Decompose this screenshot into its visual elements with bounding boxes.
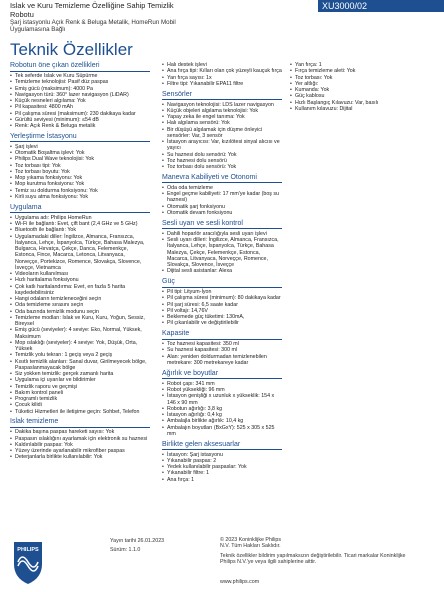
spec-item: • Filtre tipi: Yıkanabilir EPA11 filtre	[162, 81, 282, 87]
spec-item: • Deterjanlarla birlikte kullanılabilir: Yok	[10, 454, 150, 460]
spec-item: • Oda oda temizleme	[162, 185, 282, 191]
spec-item: • Toz torbası dolu sensörü: Yok	[162, 164, 282, 170]
spec-item: • Pil çalışma süresi (minimum): 80 dakikaya kadar	[162, 295, 282, 301]
spec-item: • Bakım kontrol paneli	[10, 390, 150, 396]
spec-item: • Kaldırılabilir paspas: Yok	[10, 442, 150, 448]
document-header	[10, 2, 310, 34]
section-agirlik-ve-boyutlar	[162, 370, 282, 437]
spec-item: • Robot çapı: 341 mm	[162, 381, 282, 387]
spec-item: • Philips Dual Wave teknolojisi: Yok	[10, 156, 150, 162]
spec-item: • Yıkanabilir paspas: 2	[162, 458, 282, 464]
spec-item: • Pil çalışma süresi (maksimum): 230 dakikaya kadar	[10, 111, 150, 117]
spec-item: • Ambalajın boyutları (BxGxY): 525 x 305 x 525 mm	[162, 425, 282, 438]
spec-item: • İstasyon: Şarj istasyonu	[162, 452, 282, 458]
spec-item: • Yıkanabilir filtre: 1	[162, 470, 282, 476]
spec-item: • Yedek kullanılabilir paspaslar: Yok	[162, 464, 282, 470]
spec-item: • Dijital sesli asistanlar: Alexa	[162, 268, 282, 274]
spec-item: • Hangi odaların temizleneceğini seçin	[10, 296, 150, 302]
spec-item: • Yan fırça: 1	[290, 62, 436, 68]
philips-logo	[10, 540, 46, 586]
spec-item: • Su haznesi dolu sensörü: Yok	[162, 152, 282, 158]
spec-item: • Pil çıkarılabilir ve değiştirilebilir	[162, 320, 282, 326]
spec-item: • Mop ıslaklığı (seviyeler): 4 seviye: Yok, Düşük, Orta, Yüksek	[10, 340, 150, 353]
spec-item: • Pil kapasitesi: 4800 mAh	[10, 104, 150, 110]
middle-column	[162, 62, 282, 486]
spec-item: • Ana fırça: 1	[162, 477, 282, 483]
spec-item: • Sesli uyarı dilleri: İngilizce, Almanca, Fransızca, İtalyanca, Lehçe, İspanyolca, Türkçe, Bahasa Malezya, Çekçe, Felemenkçe, Estonca, Macarca, Litvanyaca, Norveççe, Romence, Slovakça, Slovence, İsveççe	[162, 237, 282, 268]
spec-item: • Uygulama adı: Philips HomeRun	[10, 215, 150, 221]
section-birlikte-gelen-aksesuarlar	[162, 441, 282, 483]
header-title-line2: Robotu	[10, 9, 34, 19]
spec-list	[10, 144, 150, 200]
footer-dates	[110, 537, 164, 555]
spec-item: • Temiz su doldurma fonksiyonu: Yok	[10, 188, 150, 194]
copyright-line1: © 2023 Koninklijke Philips	[220, 537, 282, 543]
spec-list	[162, 62, 282, 87]
spec-item: • Tüketici Hizmetleri ile iletişime geçin: Sohbet, Telefon	[10, 409, 150, 415]
section-sesli-uyari-ve-sesli-kontrol	[162, 220, 282, 275]
spec-item: • Temizleme modları: Islak ve Kuru, Kuru, Yoğun, Sessiz, Bireysel	[10, 315, 150, 328]
spec-list	[162, 102, 282, 171]
spec-item: • Pil tipi: Lityum-İyon	[162, 289, 282, 295]
section-guc	[162, 278, 282, 327]
section-islak-temizleme	[10, 418, 150, 460]
section-title: Sesli uyarı ve sesli kontrol	[162, 220, 282, 230]
spec-item: • Halı algılama sensörü: Yok	[162, 120, 282, 126]
spec-item: • Uygulama içi uyarılar ve bildirimler	[10, 377, 150, 383]
spec-item: • Kullanım kılavuzu: Dijital	[290, 106, 436, 112]
spec-item: • Tek seferde Islak ve Kuru Süpürme	[10, 73, 150, 79]
spec-item: • Oda temizleme sırasını seçin	[10, 302, 150, 308]
spec-item: • Kirli suyu atma fonksiyonu: Yok	[10, 194, 150, 200]
section-kapasite	[162, 330, 282, 366]
logo-text: PHILIPS	[17, 547, 39, 553]
spec-item: • Bluetooth ile bağlantı: Yok	[10, 227, 150, 233]
spec-item: • Bir düşüşü algılamak için düşme önleyici sensörler: Var, 3 sensör	[162, 127, 282, 140]
spec-item: • Dakika başına paspas hareketi sayısı: Yok	[10, 429, 150, 435]
spec-item: • Pil voltajı: 14,76V	[162, 308, 282, 314]
spec-item: • Otomatik devam fonksiyonu	[162, 210, 282, 216]
header-subtitle-line2: Uygulamasına Bağlı	[10, 26, 66, 34]
spec-item: • Ana fırça tipi: Kılları olan çok yüzeyli kauçuk fırça	[162, 68, 282, 74]
spec-item: • Oda bazında temizlik modunu seçin	[10, 309, 150, 315]
section-right-col-cont	[162, 62, 282, 87]
spec-item: • İstasyon ağırlığı: 0,4 kg	[162, 412, 282, 418]
header-title-line1: Islak ve Kuru Temizleme Özelliğine Sahip Temizlik	[10, 1, 174, 10]
spec-list	[162, 231, 282, 275]
spec-item: • Gürültü seviyesi (minimum): ≤54 dB	[10, 117, 150, 123]
section-robotun-one-cikan-ozellikleri	[10, 62, 150, 129]
spec-item: • Otomatik şarj fonksiyonu	[162, 204, 282, 210]
spec-list	[162, 185, 282, 216]
spec-item: • Pil şarj süresi: 6,5 saate kadar	[162, 302, 282, 308]
spec-item: • Alan: yeniden doldurmadan temizlenebilen metrekare: 300 metrekareye kadar	[162, 354, 282, 367]
spec-item: • Beklemede güç tüketimi: 130mA,	[162, 314, 282, 320]
spec-item: • Hızlı haritalama fonksiyonu	[10, 277, 150, 283]
spec-item: • Otomatik Boşaltma işlevi: Yok	[10, 150, 150, 156]
spec-item: • Yüzey üzerinde ayarlanabilir mikrofiber paspas	[10, 448, 150, 454]
spec-item: • Navigasyon teknolojisi: LDS lazer navigasyon	[162, 102, 282, 108]
spec-item: • Wi-Fi ile bağlantı: Evet, çift bant (2,4 GHz ve 5 GHz)	[10, 221, 150, 227]
spec-item: • Siz yokken temizlik: gerçek zamanlı harita	[10, 371, 150, 377]
legal-notice: Teknik özellikler bildirim yapılmaksızın değiştirilebilir. Ticari markalar Koninklijke Philips N.V.'ye veya ilgili sahiplerine aittir.	[220, 552, 406, 565]
spec-item: • Toz torbası tipi: Yok	[10, 163, 150, 169]
spec-item: • Temizlik yolu tekrarı: 1 geçiş veya 2 geçiş	[10, 352, 150, 358]
spec-item: • Çocuk kilidi	[10, 402, 150, 408]
footer-copyright	[220, 537, 420, 568]
spec-list	[162, 452, 282, 483]
spec-item: • Çok katlı haritalandırma: Evet, en fazla 5 harita kaydedebilirsiniz	[10, 284, 150, 297]
spec-item: • Emiş gücü (seviyeler): 4 seviye: Eko, Normal, Yüksek, Maksimum	[10, 327, 150, 340]
spec-item: • Küçük objeleri algılama teknolojisi: Yok	[162, 108, 282, 114]
spec-item: • Mop yıkama fonksiyonu: Yok	[10, 175, 150, 181]
section-title: Islak temizleme	[10, 418, 150, 428]
spec-item: • Yapay zeka ile engel tanıma: Yok	[162, 114, 282, 120]
spec-item: • Hızlı Başlangıç Kılavuzu: Var, basılı	[290, 100, 436, 106]
spec-list	[162, 341, 282, 366]
model-code-badge: XU3000/02	[318, 0, 444, 12]
spec-item: • Engel geçme kabiliyeti: 17 mm'ye kadar (boş su haznesi)	[162, 191, 282, 204]
spec-item: • Toz torbası: Yok	[290, 75, 436, 81]
spec-item: • Kısıtlı temizlik alanları: Sanal duvar, Girilmeyecek bölge, Paspaslanmayacak bölge	[10, 359, 150, 372]
spec-item: • Uygulamadaki diller: İngilizce, Almanca, Fransızca, İtalyanca, Lehçe, İspanyolca, Türkçe, Bahasa Malezya, Bulgarca, Hırvatça, Çekçe, Danca, Felemenkçe, Estonca, Fince, Macarca, Letonca, Litvanyaca, Norveççe, Portekizce, Romence, Slovakça, Slovence, İsveççe, Vietnamca	[10, 234, 150, 272]
spec-item: • Su haznesi kapasitesi: 300 ml	[162, 347, 282, 353]
spec-item: • Temizleme teknolojisi: Pasif düz paspas	[10, 79, 150, 85]
section-title: Kapasite	[162, 330, 282, 340]
section-title: Ağırlık ve boyutlar	[162, 370, 282, 380]
spec-item: • Yan fırça sayısı: 1x	[162, 75, 282, 81]
spec-list	[162, 381, 282, 437]
section-title: Yerleştirme İstasyonu	[10, 133, 150, 143]
spec-item: • Fırça temizleme aleti: Yok	[290, 68, 436, 74]
header-subtitle-line1: Şarj istasyonlu Açık Renk & Beluga Metalik, HomeRun Mobil	[10, 19, 176, 27]
spec-list	[10, 215, 150, 415]
spec-item: • Renk: Açık Renk & Beluga metalik	[10, 123, 150, 129]
section-uygulama	[10, 204, 150, 415]
spec-item: • Yer altlığı:	[290, 81, 436, 87]
section-title: Birlikte gelen aksesuarlar	[162, 441, 282, 451]
website-link[interactable]: www.philips.com	[220, 579, 260, 585]
section-title: Uygulama	[10, 204, 150, 214]
spec-item: • Paspasın ıslaklığını ayarlamak için elektronik su haznesi	[10, 436, 150, 442]
spec-list	[290, 62, 436, 112]
spec-item: • İstasyon genişliği x uzunluk x yükseklik: 154 x 146 x 90 mm	[162, 393, 282, 406]
spec-item: • İstasyon arayıcısı: Var, kızılötesi sinyal alıcısı ve yayıcı	[162, 139, 282, 152]
spec-item: • Dahili hoparlör aracılığıyla sesli uyarı işlevi	[162, 231, 282, 237]
spec-item: • Mop kurutma fonksiyonu: Yok	[10, 181, 150, 187]
publish-date: Yayın tarihi 26.01.2023	[110, 538, 165, 544]
spec-item: • Robotun ağırlığı: 3,8 kg	[162, 406, 282, 412]
section-manevra-kabiliyeti-ve-otonomi	[162, 174, 282, 216]
spec-item: • Şarj işlevi	[10, 144, 150, 150]
section-sensorler	[162, 91, 282, 171]
spec-item: • Güç kablosu	[290, 93, 436, 99]
spec-list	[10, 73, 150, 129]
section-yerlestirme-i-stasyonu	[10, 133, 150, 200]
section-title: Güç	[162, 278, 282, 288]
spec-item: • Videoların kullanılması	[10, 271, 150, 277]
spec-item: • Programlı temizlik	[10, 396, 150, 402]
spec-item: • Toz haznesi dolu sensörü	[162, 158, 282, 164]
section-title: Sensörler	[162, 91, 282, 101]
page-title: Teknik Özellikler	[10, 40, 133, 59]
spec-item: • Emiş gücü (maksimum): 4000 Pa	[10, 86, 150, 92]
spec-item: • Navigasyon türü: 360° lazer navigasyon (LiDAR)	[10, 92, 150, 98]
section-third-col-cont	[290, 62, 436, 112]
left-column	[10, 62, 150, 464]
spec-item: • Temizlik raporu ve geçmişi	[10, 384, 150, 390]
spec-item: • Toz haznesi kapasitesi: 350 ml	[162, 341, 282, 347]
spec-item: • Ambalajla birlikte ağırlık: 10,4 kg	[162, 418, 282, 424]
spec-item: • Toz torbası boyutu: Yok	[10, 169, 150, 175]
spec-item: • Küçük nesneleri algılama: Yok	[10, 98, 150, 104]
spec-item: • Halı destek işlevi	[162, 62, 282, 68]
version-label: Sürüm: 1.1.0	[110, 547, 141, 553]
spec-item: • Robot yüksekliği: 96 mm	[162, 387, 282, 393]
spec-list	[162, 289, 282, 327]
copyright-line2: N.V. Tüm Hakları Saklıdır.	[220, 543, 281, 550]
spec-item: • Kumanda: Yok	[290, 87, 436, 93]
section-title: Robotun öne çıkan özellikleri	[10, 62, 150, 72]
spec-list	[10, 429, 150, 460]
right-column	[290, 62, 436, 116]
section-title: Manevra Kabiliyeti ve Otonomi	[162, 174, 282, 184]
